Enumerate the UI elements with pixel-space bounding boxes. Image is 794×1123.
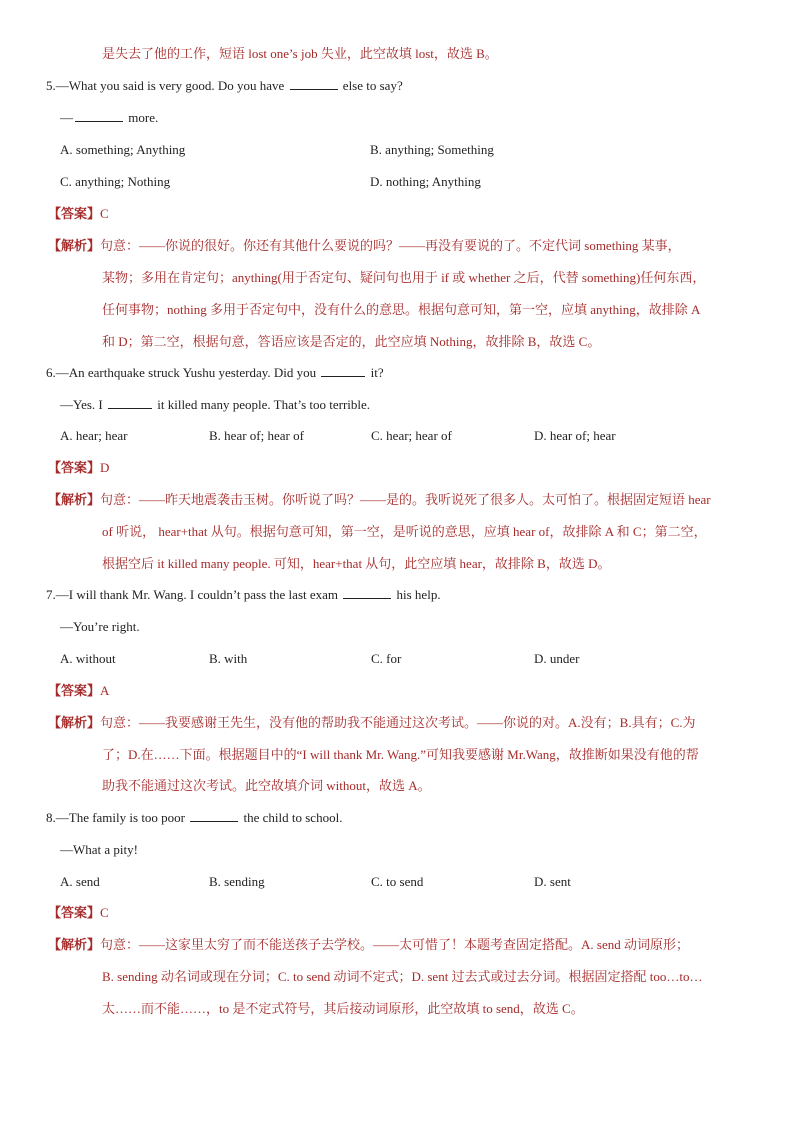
answer-blank	[290, 77, 338, 90]
question-5-stem: 5.—What you said is very good. Do you have else to say?	[46, 78, 403, 93]
question-7-option-c: C. for	[371, 651, 402, 666]
answer-value: A	[100, 683, 110, 698]
question-6-explanation-line-1: 【解析】句意：——昨天地震袭击玉树。你听说了吗？——是的。我听说死了很多人。太可怕了。根据固定短语 hear	[48, 492, 711, 507]
answer-tag: 【答案】	[48, 905, 101, 920]
answer-tag: 【答案】	[48, 206, 101, 221]
question-6-option-c: C. hear; hear of	[371, 428, 452, 443]
question-7-reply: —You’re right.	[60, 619, 140, 634]
answer-blank	[190, 809, 238, 822]
answer-tag: 【答案】	[48, 683, 101, 698]
question-6-stem: 6.—An earthquake struck Yushu yesterday. Did you it?	[46, 365, 384, 380]
explanation-tag: 【解析】	[48, 715, 101, 730]
answer-tag: 【答案】	[48, 460, 101, 475]
question-8-explanation-line-1: 【解析】句意：——这家里太穷了而不能送孩子去学校。——太可惜了！本题考查固定搭配。A. send 动词原形；	[48, 937, 689, 952]
question-7-answer	[48, 681, 109, 701]
question-8-answer	[48, 903, 109, 923]
answer-blank	[108, 396, 152, 409]
question-5-reply: — more.	[60, 110, 159, 125]
question-7-option-a: A. without	[60, 651, 116, 666]
question-6-reply: —Yes. I it killed many people. That’s too terrible.	[60, 397, 371, 412]
answer-blank	[75, 109, 123, 122]
question-8-option-c: C. to send	[371, 874, 424, 889]
question-8-option-b: B. sending	[209, 874, 265, 889]
question-5-explanation-line-1: 【解析】句意：——你说的很好。你还有其他什么要说的吗？——再没有要说的了。不定代词 something 某事，	[48, 238, 681, 253]
question-6-answer	[48, 458, 109, 478]
question-7-explanation-line-1: 【解析】句意：——我要感谢王先生，没有他的帮助我不能通过这次考试。——你说的对。A.没有；B.具有；C.为	[48, 715, 696, 730]
question-7-explanation-line-3: 助我不能通过这次考试。此空故填介词 without，故选 A。	[102, 778, 431, 793]
question-5-answer	[48, 204, 109, 224]
question-5-option-a: A. something; Anything	[60, 142, 186, 157]
question-8-option-d: D. sent	[534, 874, 571, 889]
question-5-option-b: B. anything; Something	[370, 142, 494, 157]
question-7-stem: 7.—I will thank Mr. Wang. I couldn’t pass the last exam his help.	[46, 587, 441, 602]
answer-value: D	[100, 460, 110, 475]
question-5-option-d: D. nothing; Anything	[370, 174, 481, 189]
answer-value: C	[100, 206, 109, 221]
question-5-option-c: C. anything; Nothing	[60, 174, 171, 189]
question-8-stem: 8.—The family is too poor the child to school.	[46, 810, 343, 825]
question-7-explanation-line-2: 了；D.在……下面。根据题目中的“I will thank Mr. Wang.”可知我要感谢 Mr.Wang，故推断如果没有他的帮	[102, 747, 699, 762]
question-8-explanation-line-3: 太……而不能……，to 是不定式符号，其后接动词原形，此空故填 to send，故选 C。	[102, 1001, 584, 1016]
question-5-explanation-line-4: 和 D；第二空，根据句意，答语应该是否定的，此空应填 Nothing，故排除 B，故选 C。	[102, 334, 601, 349]
question-5-explanation-line-2: 某物；多用在肯定句；anything(用于否定句、疑问句也用于 if 或 whether 之后，代替 something)任何东西，	[102, 270, 706, 285]
previous-explanation-continuation: 是失去了他的工作，短语 lost one’s job 失业，此空故填 lost，故选 B。	[102, 46, 498, 61]
question-5-explanation-line-3: 任何事物；nothing 多用于否定句中，没有什么的意思。根据句意可知，第一空，应填 anything，故排除 A	[102, 302, 701, 317]
explanation-tag: 【解析】	[48, 937, 101, 952]
question-6-option-a: A. hear; hear	[60, 428, 128, 443]
question-8-option-a: A. send	[60, 874, 100, 889]
question-7-option-b: B. with	[209, 651, 248, 666]
answer-blank	[321, 364, 365, 377]
question-7-option-d: D. under	[534, 651, 580, 666]
question-6-explanation-line-3: 根据空后 it killed many people. 可知，hear+that 从句，此空应填 hear，故排除 B，故选 D。	[102, 556, 611, 571]
question-6-option-d: D. hear of; hear	[534, 428, 616, 443]
explanation-tag: 【解析】	[48, 238, 101, 253]
question-8-reply: —What a pity!	[60, 842, 138, 857]
question-6-explanation-line-2: of 听说， hear+that 从句。根据句意可知，第一空，是听说的意思，应填 hear of，故排除 A 和 C；第二空，	[102, 524, 707, 539]
explanation-tag: 【解析】	[48, 492, 101, 507]
answer-blank	[343, 586, 391, 599]
answer-value: C	[100, 905, 109, 920]
question-6-option-b: B. hear of; hear of	[209, 428, 304, 443]
question-8-explanation-line-2: B. sending 动名词或现在分词；C. to send 动词不定式；D. sent 过去式或过去分词。根据固定搭配 too…to…	[102, 969, 703, 984]
